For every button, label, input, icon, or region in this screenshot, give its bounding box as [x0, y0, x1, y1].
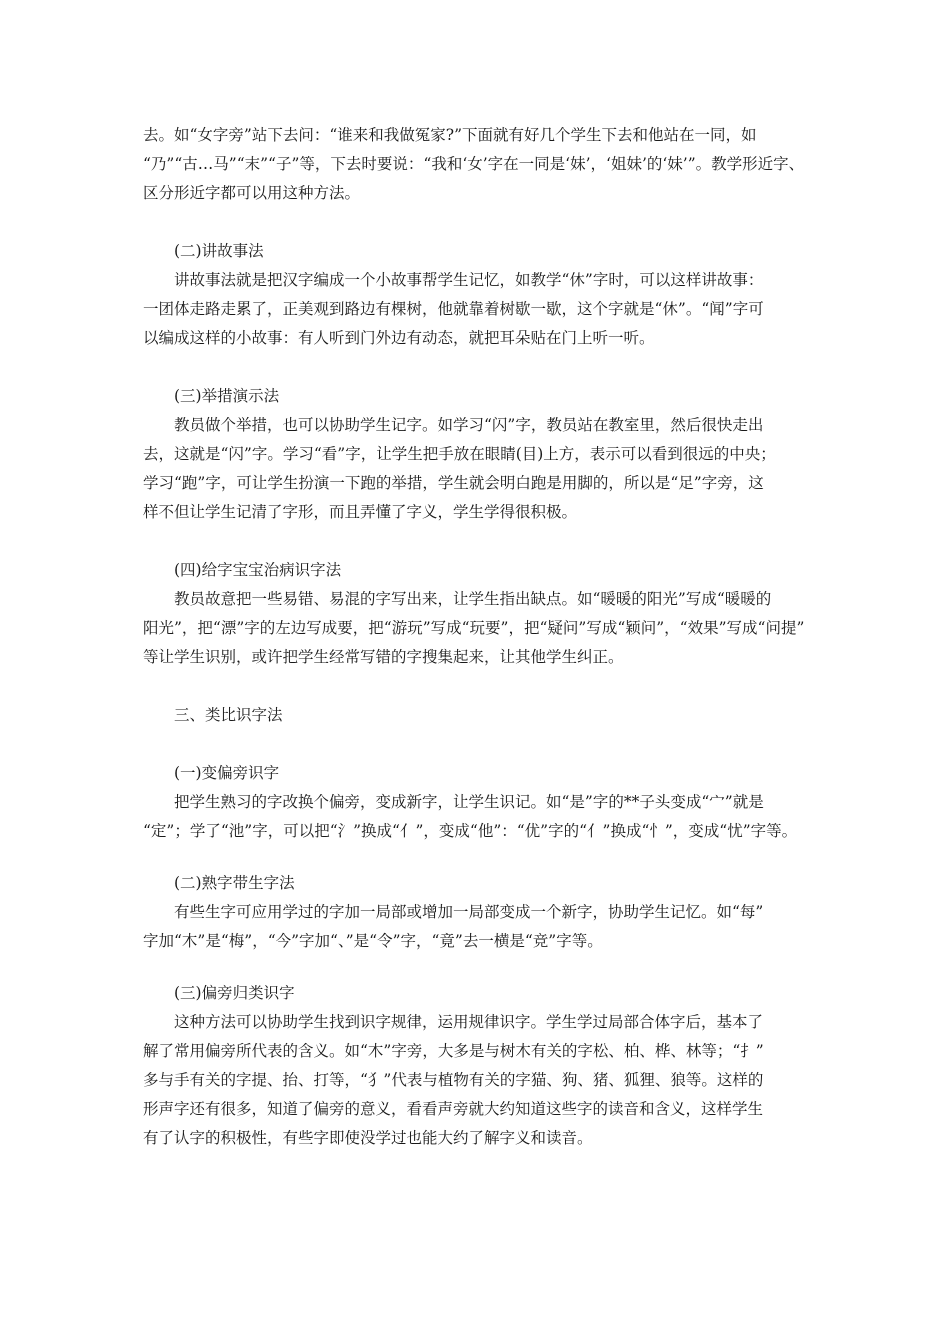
section-heading: 三、类比识字法: [174, 706, 283, 724]
paragraph-line: 把学生熟习的字改换个偏旁，变成新字，让学生识记。如“是”字的**子头变成“宀”就是: [174, 793, 764, 811]
paragraph-line: 有些生字可应用学过的字加一局部或增加一局部变成一个新字，协助学生记忆。如“每”: [174, 903, 764, 921]
section-three: [143, 701, 807, 730]
section-fix: [143, 556, 807, 672]
section-heading: (三)举措演示法: [174, 387, 280, 405]
paragraph-line: “乃”“古…马”“末”“子”等，下去时要说：“我和‘女’字在一同是‘妹’，‘姐妹’的‘妹’”。教学形近字、: [143, 155, 805, 173]
paragraph-line: 去，这就是“闪”字。学习“看”字，让学生把手放在眼睛(目)上方，表示可以看到很远的中央；: [143, 445, 776, 463]
paragraph-line: 以编成这样的小故事：有人听到门外边有动态，就把耳朵贴在门上听一听。: [143, 329, 655, 347]
paragraph-line: 样不但让学生记清了字形，而且弄懂了字义，学生学得很积极。: [143, 503, 578, 521]
section-radical: [143, 759, 807, 846]
section-familiar: [143, 869, 807, 956]
document-page: [143, 121, 807, 1153]
paragraph-line: 多与手有关的字提、抬、打等，“犭”代表与植物有关的字猫、狗、猪、狐狸、狼等。这样的: [143, 1071, 764, 1089]
paragraph-line: 阳光”，把“漂”字的左边写成要，把“游玩”写成“玩要”，把“疑问”写成“颖问”，“效果”写成“问提”: [143, 619, 805, 637]
section-heading: (一)变偏旁识字: [174, 764, 280, 782]
section-story: [143, 237, 807, 353]
paragraph-line: 字加“木”是“梅”，“今”字加“、”是“令”字，“竟”去一横是“竞”字等。: [143, 932, 603, 950]
intro-paragraph: [143, 121, 807, 208]
section-heading: (三)偏旁归类识字: [174, 984, 295, 1002]
paragraph-line: 这种方法可以协助学生找到识字规律，运用规律识字。学生学过局部合体字后，基本了: [174, 1013, 764, 1031]
section-heading: (四)给字宝宝治病识字法: [174, 561, 342, 579]
section-heading: (二)熟字带生字法: [174, 874, 295, 892]
paragraph-line: 解了常用偏旁所代表的含义。如“木”字旁，大多是与树木有关的字松、柏、桦、林等；“扌”: [143, 1042, 764, 1060]
section-group: [143, 979, 807, 1153]
paragraph-line: “定”；学了“池”字，可以把“氵”换成“亻”，变成“他”：“优”字的“亻”换成“忄”，变成“忧”字等。: [143, 822, 798, 840]
paragraph-line: 区分形近字都可以用这种方法。: [143, 184, 361, 202]
section-heading: (二)讲故事法: [174, 242, 264, 260]
paragraph-line: 形声字还有很多，知道了偏旁的意义，看看声旁就大约知道这些字的读音和含义，这样学生: [143, 1100, 764, 1118]
paragraph-line: 教员故意把一些易错、易混的字写出来，让学生指出缺点。如“暖暖的阳光”写成“暖暖的: [174, 590, 772, 608]
paragraph-line: 等让学生识别，或许把学生经常写错的字搜集起来，让其他学生纠正。: [143, 648, 624, 666]
section-demo: [143, 382, 807, 527]
paragraph-line: 教员做个举措，也可以协助学生记字。如学习“闪”字，教员站在教室里，然后很快走出: [174, 416, 764, 434]
paragraph-line: 讲故事法就是把汉字编成一个小故事帮学生记忆，如教学“休”字时，可以这样讲故事：: [174, 271, 764, 289]
paragraph-line: 学习“跑”字，可让学生扮演一下跑的举措，学生就会明白跑是用脚的，所以是“足”字旁，这: [143, 474, 764, 492]
paragraph-line: 有了认字的积极性，有些字即使没学过也能大约了解字义和读音。: [143, 1129, 593, 1147]
paragraph-line: 一团体走路走累了，正美观到路边有棵树，他就靠着树歇一歇，这个字就是“休”。“闻”字可: [143, 300, 764, 318]
paragraph-line: 去。如“女字旁”站下去问：“谁来和我做冤家?”下面就有好几个学生下去和他站在一同，如: [143, 126, 757, 144]
